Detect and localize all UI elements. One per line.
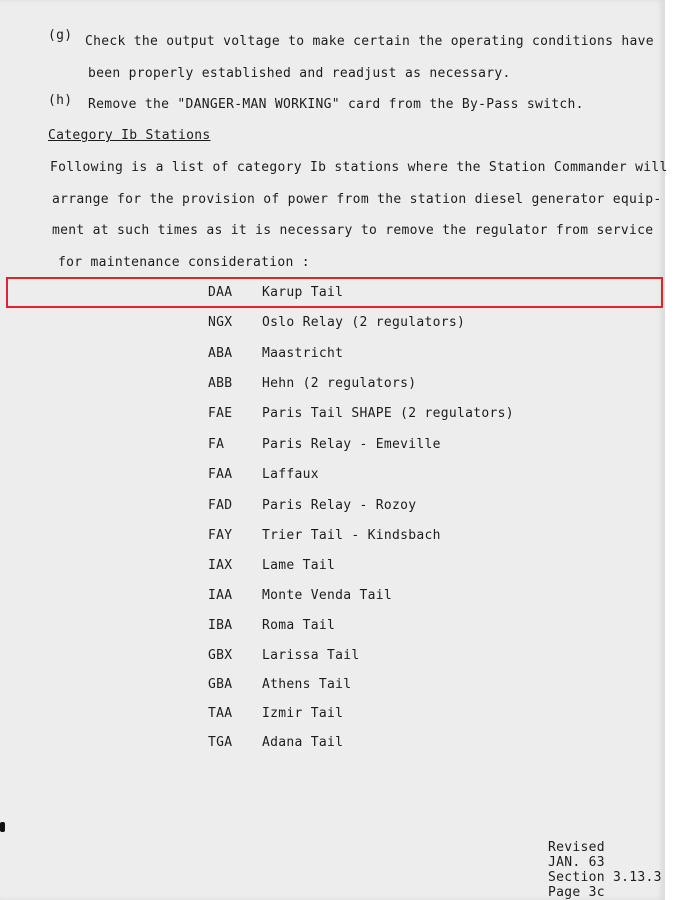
intro-line-1: Following is a list of category Ib stations where the Station Commander will xyxy=(50,160,668,175)
station-code: DAA xyxy=(208,285,233,300)
station-name: Trier Tail - Kindsbach xyxy=(262,528,441,543)
station-code: NGX xyxy=(208,315,233,330)
section-heading: Category Ib Stations xyxy=(48,128,211,143)
station-code: TGA xyxy=(208,735,233,750)
revision-date: JAN. 63 xyxy=(548,855,605,870)
revision-label: Revised xyxy=(548,840,605,855)
station-code: IAX xyxy=(208,558,233,573)
station-name: Lame Tail xyxy=(262,558,336,573)
station-code: ABB xyxy=(208,376,233,391)
station-name: Paris Tail SHAPE (2 regulators) xyxy=(262,406,514,421)
station-name: Paris Relay - Rozoy xyxy=(262,498,417,513)
station-code: FA xyxy=(208,437,225,452)
binding-mark xyxy=(0,822,5,832)
station-name: Roma Tail xyxy=(262,618,336,633)
station-code: ABA xyxy=(208,346,233,361)
revision-section: Section 3.13.3 xyxy=(548,870,662,885)
station-code: FAE xyxy=(208,406,233,421)
station-code: TAA xyxy=(208,706,233,721)
step-g-letter: (g) xyxy=(48,28,73,43)
intro-line-4: for maintenance consideration : xyxy=(58,255,310,270)
step-g-line-1: Check the output voltage to make certain the operating conditions have xyxy=(85,34,654,49)
station-name: Monte Venda Tail xyxy=(262,588,393,603)
station-name: Adana Tail xyxy=(262,735,344,750)
station-code: GBA xyxy=(208,677,233,692)
station-code: FAD xyxy=(208,498,233,513)
station-name: Maastricht xyxy=(262,346,344,361)
step-g-line-2: been properly established and readjust as necessary. xyxy=(88,66,511,81)
station-code: IAA xyxy=(208,588,233,603)
station-code: IBA xyxy=(208,618,233,633)
station-name: Oslo Relay (2 regulators) xyxy=(262,315,466,330)
station-code: GBX xyxy=(208,648,233,663)
station-name: Laffaux xyxy=(262,467,319,482)
step-h-line-1: Remove the "DANGER-MAN WORKING" card from the By-Pass switch. xyxy=(88,97,584,112)
station-code: FAY xyxy=(208,528,233,543)
station-name: Izmir Tail xyxy=(262,706,344,721)
station-code: FAA xyxy=(208,467,233,482)
station-name: Hehn (2 regulators) xyxy=(262,376,417,391)
station-name: Athens Tail xyxy=(262,677,352,692)
revision-page: Page 3c xyxy=(548,885,605,900)
intro-line-2: arrange for the provision of power from the station diesel generator equip- xyxy=(52,192,662,207)
step-h-letter: (h) xyxy=(48,93,73,108)
intro-line-3: ment at such times as it is necessary to remove the regulator from service xyxy=(52,223,654,238)
station-name: Paris Relay - Emeville xyxy=(262,437,441,452)
station-name: Karup Tail xyxy=(262,285,344,300)
station-name: Larissa Tail xyxy=(262,648,360,663)
